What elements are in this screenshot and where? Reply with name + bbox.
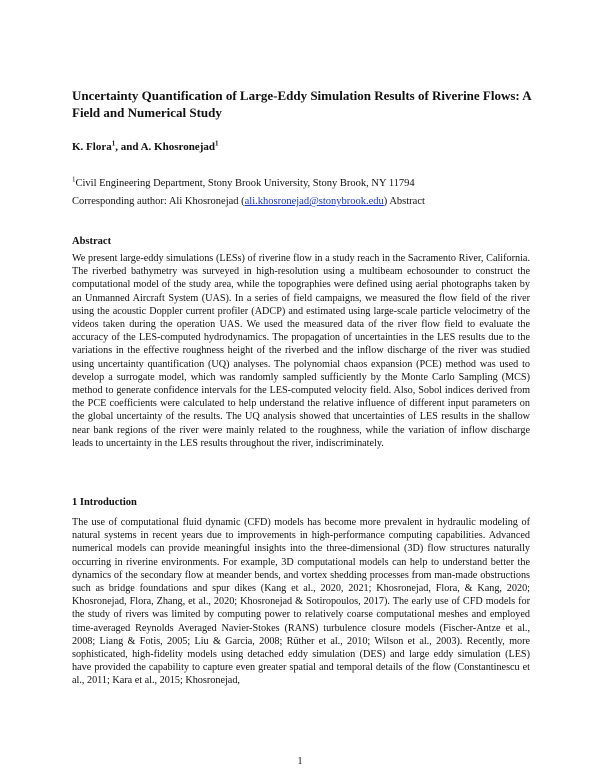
author-affiliation-mark: 1 — [111, 139, 116, 148]
author-name: A. Khosronejad — [140, 141, 215, 153]
author-affiliation-mark: 1 — [214, 139, 219, 148]
affiliation-block — [72, 175, 425, 211]
affiliation — [72, 175, 425, 193]
corresponding-suffix: ) Abstract — [383, 196, 425, 207]
affiliation-mark: 1 — [72, 175, 76, 184]
introduction-text: The use of computational fluid dynamic (CFD) models has become more prevalent in hydraulic modeling of natural systems in recent years due to improvements in high-performance computing capabilities. Advanced numerical models can provide meaningful insights into the three-dimensional (3D) flow structures naturally occurring in riverine environments. For example, 3D computational models can help to understand better the dynamics of the secondary flow at meander bends, and vortex shedding processes from man-made obstructions such as bridge foundations and spur dikes (Kang et al., 2020, 2021; Khosronejad, Flora, & Kang, 2020; Khosronejad, Flora, Zhang, et al., 2020; Khosronejad & Sotiropoulos, 2017). The early use of CFD models for the study of rivers was limited by computing power to relatively coarse computational meshes and employed time-averaged Reynolds Averaged Navier-Stokes (RANS) turbulence closure models (Fischer-Antze et al., 2008; Liang & Fotis, 2005; Liu & Garcia, 2008; Rüther et al., 2010; Wilson et al., 2003). Recently, more sophisticated, high-fidelity models using detached eddy simulation (DES) and large eddy simulation (LES) have provided the capability to capture even greater spatial and temporal details of the flow (Constantinescu et al., 2011; Kara et al., 2015; Khosronejad, — [72, 517, 530, 687]
abstract-heading: Abstract — [72, 236, 112, 247]
author-separator: , and — [115, 141, 141, 153]
author-name: K. Flora — [72, 141, 112, 153]
abstract-text: We present large-eddy simulations (LESs) of riverine flow in a study reach in the Sacramento River, California. The riverbed bathymetry was surveyed in high-resolution using a multibeam echosounder to construct the computational model of the study area, while the topographies were defined using aerial photographs taken by an Unmanned Aircraft System (UAS). In a series of field campaigns, we measured the flow field of the river using the acoustic Doppler current profiler (ADCP) and estimated using large-scale particle velocimetry of the videos taken during the operation UAS. We used the measured data of the river flow field to evaluate the accuracy of the LES-computed hydrodynamics. The propagation of uncertainties in the LES results due to the variations in the effective roughness height of the riverbed and the inflow discharge of the river was studied using uncertainty quantification (UQ) analyses. The polynomial chaos expansion (PCE) method was used to develop a surrogate model, which was randomly sampled sufficiently by the Monte Carlo Sampling (MCS) method to generate confidence intervals for the LES-computed velocity field. Also, Sobol indices derived from the PCE coefficients were calculated to help understand the relative influence of different input parameters on the global uncertainty of the results. The UQ analysis showed that uncertainties of LES results in the shallow near bank regions of the river were mainly related to the roughness, while the variation of inflow discharge leads to uncertainty in the LES results throughout the river, indiscriminately. — [72, 253, 530, 449]
corresponding-email-link[interactable]: ali.khosronejad@stonybrook.edu — [244, 196, 384, 207]
corresponding-prefix: Corresponding author: Ali Khosronejad ( — [72, 196, 245, 207]
author-line — [72, 141, 218, 153]
affiliation-text: Civil Engineering Department, Stony Brook University, Stony Brook, NY 11794 — [75, 178, 415, 189]
corresponding-author — [72, 193, 425, 211]
introduction-heading: 1 Introduction — [72, 497, 137, 508]
page-number: 1 — [297, 756, 303, 767]
paper-title: Uncertainty Quantification of Large-Eddy Simulation Results of Riverine Flows: A Field and Numerical Study — [72, 88, 531, 120]
